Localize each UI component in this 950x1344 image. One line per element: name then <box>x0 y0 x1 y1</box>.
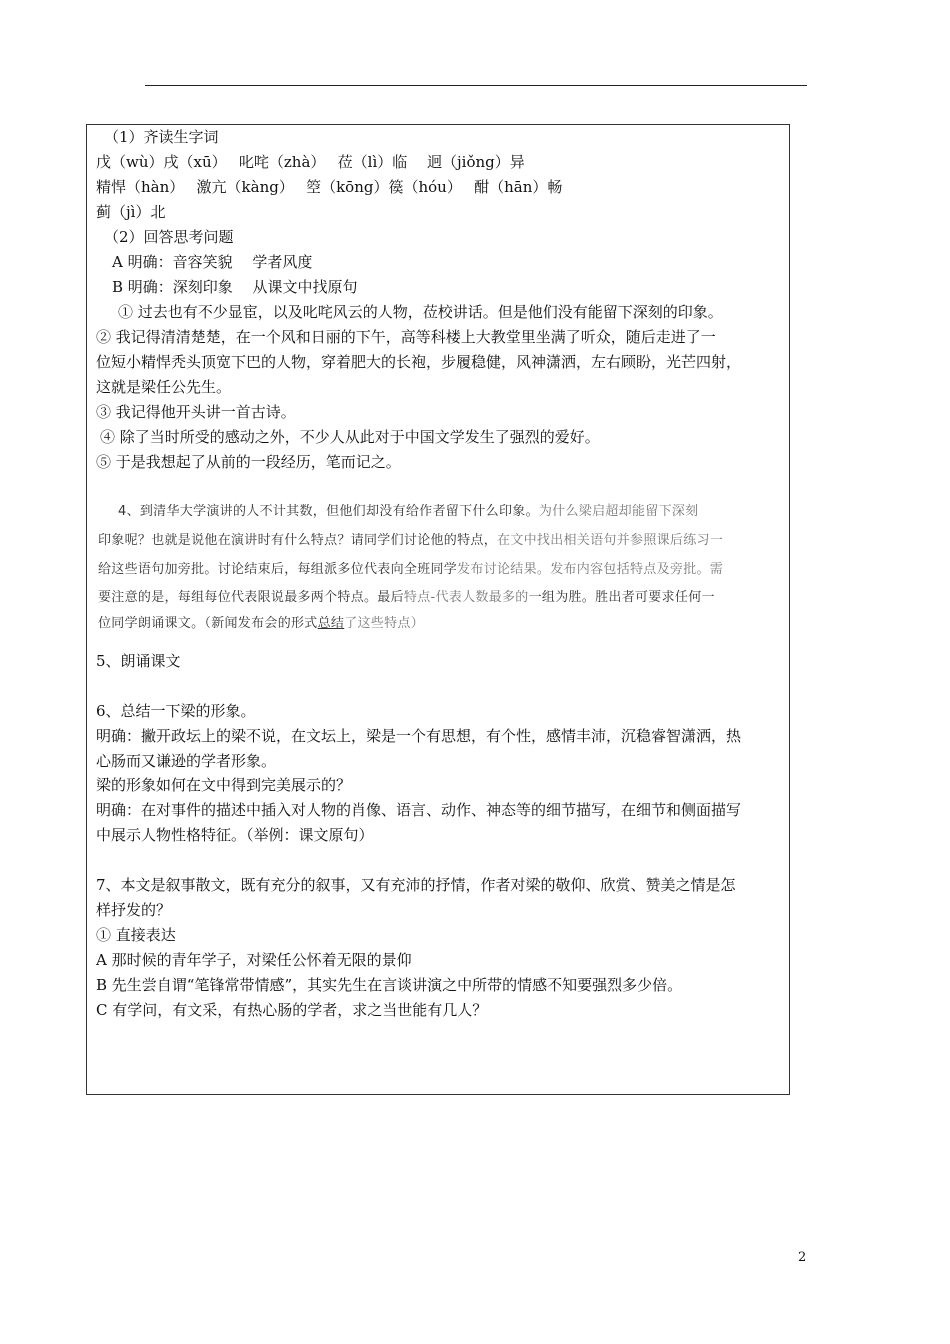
section-7-item-a: A 那时候的青年学子，对梁任公怀着无限的景仰 <box>96 951 412 969</box>
quote-5: ⑤ 于是我想起了从前的一段经历，笔而记之。 <box>96 453 401 471</box>
questions-heading: （2）回答思考问题 <box>104 228 234 246</box>
vocab-row-2: 精悍（hàn） 激亢（kàng） 箜（kōng）篌（hóu） 酣（hān）畅 <box>96 178 563 196</box>
section-5-title: 5、朗诵课文 <box>96 652 181 670</box>
scan-line-1-b: 为什么梁启超却能留下深刻 <box>538 504 699 519</box>
section-7-title-2: 样抒发的？ <box>96 901 172 919</box>
scan-line-4-c: 一组为胜。胜出者可要求任何一 <box>528 590 715 605</box>
scan-line-3-b: 发布讨论结果。发布内容包括特点及旁批。需 <box>457 562 724 577</box>
section-7-subheading: ① 直接表达 <box>96 926 176 944</box>
section-6-answer-2b: 中展示人物性格特征。（举例：课文原句） <box>96 826 374 844</box>
scan-line-4-b: 特点-代表人数最多的 <box>403 590 529 605</box>
quote-2-line-1: ② 我记得清清楚楚，在一个风和日丽的下午，高等科楼上大教堂里坐满了听众，随后走进了一 <box>96 328 716 346</box>
quote-1: ① 过去也有不少显宦，以及叱咤风云的人物，莅校讲话。但是他们没有能留下深刻的印象。 <box>118 303 723 321</box>
page-number: 2 <box>798 1250 807 1265</box>
scan-line-5-c: 了这些特点） <box>344 616 425 631</box>
section-7-item-c: C 有学问，有文采，有热心肠的学者，求之当世能有几人？ <box>96 1001 488 1019</box>
quote-4: ④ 除了当时所受的感动之外，不少人从此对于中国文学发生了强烈的爱好。 <box>100 428 600 446</box>
section-7-item-b: B 先生尝自谓“笔锋常带情感”，其实先生在言谈讲演之中所带的情感不知要强烈多少倍。 <box>96 976 683 994</box>
scan-line-2 <box>98 529 723 548</box>
section-6-answer-1a: 明确：撇开政坛上的梁不说，在文坛上，梁是一个有思想，有个性，感情丰沛，沉稳睿智潇洒，热 <box>96 727 742 745</box>
section-6-answer-1b: 心肠而又谦逊的学者形象。 <box>96 752 277 770</box>
quote-2-line-3: 这就是梁任公先生。 <box>96 378 232 396</box>
answer-b: B 明确：深刻印象 从课文中找原句 <box>112 278 358 296</box>
answer-a: A 明确：音容笑貌 学者风度 <box>112 253 313 271</box>
scan-line-1-a: 4、到清华大学演讲的人不计其数，但他们却没有给作者留下什么印象。 <box>118 504 539 519</box>
quote-2-line-2: 位短小精悍秃头顶宽下巴的人物，穿着肥大的长袍，步履稳健，风神潇洒，左右顾盼，光芒四射， <box>96 353 742 371</box>
scan-line-2-b: 在文中找出相关语句并参照课后练习一 <box>497 533 724 548</box>
scan-line-5-a: 位同学朗诵课文。（新闻发布会的形式 <box>98 616 318 631</box>
header-rule <box>145 85 807 86</box>
scan-line-4-a: 要注意的是，每组每位代表限说最多两个特点。最后 <box>98 590 404 605</box>
scan-line-4 <box>98 586 715 605</box>
section-7-title-1: 7、本文是叙事散文，既有充分的叙事，又有充沛的抒情，作者对梁的敬仰、欣赏、赞美之情是怎 <box>96 876 736 894</box>
scan-line-3-a: 给这些语句加旁批。讨论结束后，每组派多位代表向全班同学 <box>98 562 458 577</box>
scan-line-2-a: 印象呢？也就是说他在演讲时有什么特点？请同学们讨论他的特点， <box>98 533 498 548</box>
section-6-question: 梁的形象如何在文中得到完美展示的？ <box>96 776 352 794</box>
section-6-title: 6、总结一下梁的形象。 <box>96 702 256 720</box>
scan-line-1 <box>118 500 698 519</box>
quote-3: ③ 我记得他开头讲一首古诗。 <box>96 403 296 421</box>
vocab-row-1: 戊（wù）戌（xū） 叱咤（zhà） 莅（lì）临 迥（jiǒng）异 <box>96 153 525 171</box>
vocab-row-3: 蓟（jì）北 <box>96 203 166 221</box>
scan-line-5-b: 总结 <box>317 616 345 631</box>
vocab-heading: （1）齐读生字词 <box>104 128 219 146</box>
scan-line-3 <box>98 558 723 577</box>
scan-line-5 <box>98 612 424 631</box>
section-6-answer-2a: 明确：在对事件的描述中插入对人物的肖像、语言、动作、神态等的细节描写，在细节和侧面描写 <box>96 801 742 819</box>
